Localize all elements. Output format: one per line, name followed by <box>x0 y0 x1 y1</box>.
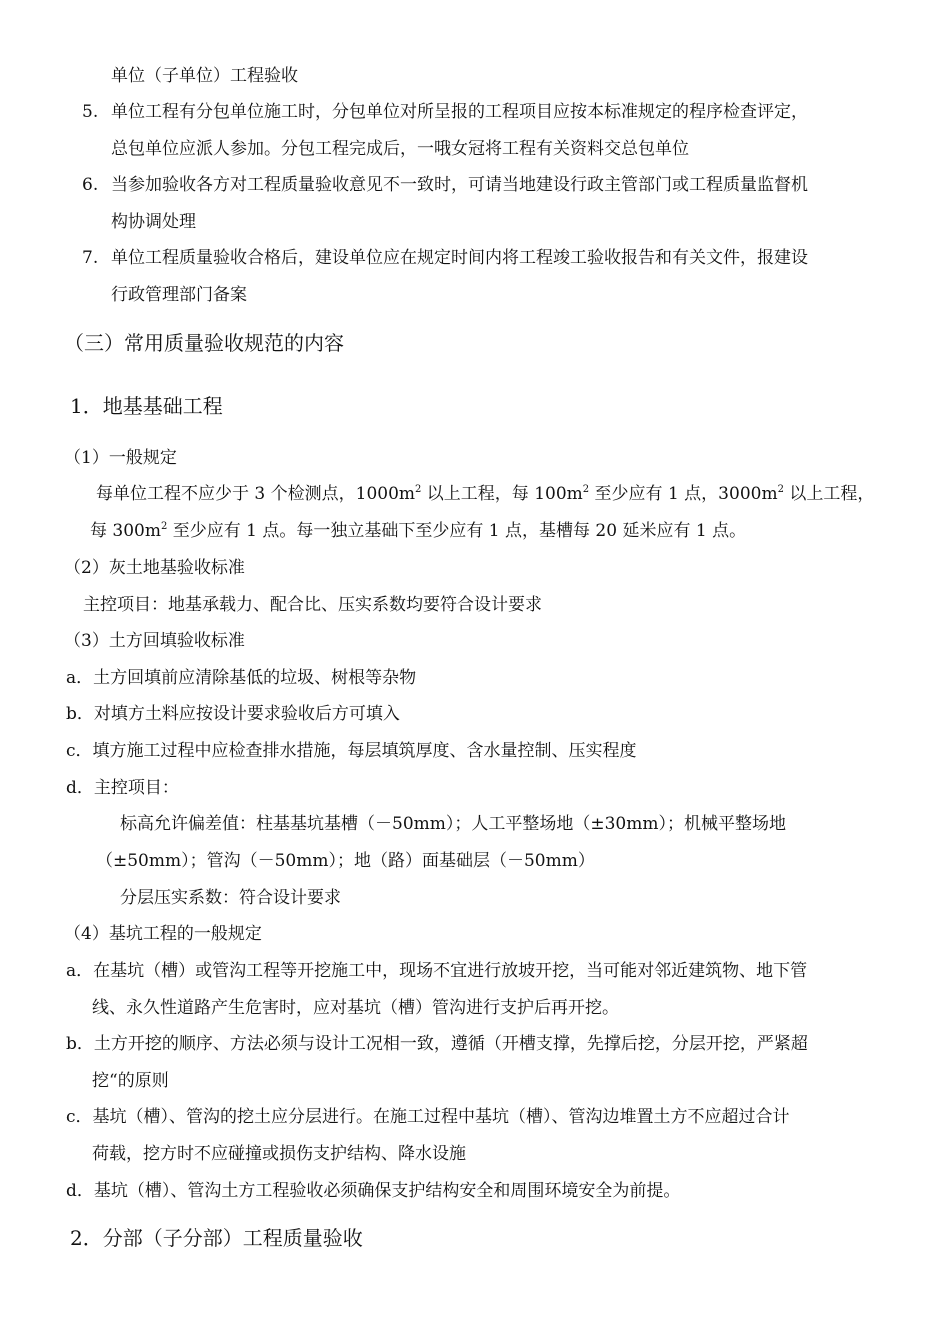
superscript: 2 <box>777 484 784 495</box>
pit-item-c-line-1: c．基坑（槽）、管沟的挖土应分层进行。在施工过程中基坑（槽）、管沟边堆置土方不应超过合计 <box>66 1107 790 1127</box>
backfill-tolerance-line-1: 标高允许偏差值：柱基基坑基槽（－50mm）；人工平整场地（±30mm）；机械平整场地 <box>120 814 786 834</box>
text-run: 至少应有 1 点。每一独立基础下至少应有 1 点，基槽每 20 延米应有 1 点。 <box>167 521 747 541</box>
backfill-item-a: a．土方回填前应清除基低的垃圾、树根等杂物 <box>66 668 417 688</box>
backfill-item-d: d．主控项目： <box>66 778 179 798</box>
list-number-7: 7. <box>82 248 99 268</box>
superscript: 2 <box>582 484 590 495</box>
list-number-6: 6. <box>82 175 99 195</box>
text-run: 每单位工程不应少于 3 个检测点，1000m <box>96 484 416 504</box>
section-heading: （三）常用质量验收规范的内容 <box>64 331 344 355</box>
pit-item-d: d．基坑（槽）、管沟土方工程验收必须确保支护结构安全和周围环境安全为前提。 <box>66 1181 681 1201</box>
backfill-item-c: c．填方施工过程中应检查排水措施，每层填筑厚度、含水量控制、压实程度 <box>66 741 637 761</box>
list-item-7-line-2: 行政管理部门备案 <box>111 285 247 305</box>
list-item-6-line-2: 构协调处理 <box>111 212 196 232</box>
lime-soil-body: 主控项目：地基承载力、配合比、压实系数均要符合设计要求 <box>83 595 542 615</box>
text-run: 每 300m <box>90 521 161 541</box>
pit-item-a-line-1: a．在基坑（槽）或管沟工程等开挖施工中，现场不宜进行放坡开挖，当可能对邻近建筑物、地下管 <box>66 961 808 981</box>
pit-item-b-line-2: 挖“的原则 <box>92 1071 169 1091</box>
list-number-5: 5. <box>82 102 99 122</box>
subsection-heading-1: 1．地基基础工程 <box>70 394 223 418</box>
list-item-6-line-1: 当参加验收各方对工程质量验收意见不一致时，可请当地建设行政主管部门或工程质量监督机 <box>111 175 808 195</box>
backfill-item-b: b．对填方土料应按设计要求验收后方可填入 <box>66 704 400 724</box>
general-rules-line-2 <box>90 519 746 543</box>
pit-item-a-line-2: 线、永久性道路产生危害时，应对基坑（槽）管沟进行支护后再开挖。 <box>92 998 619 1018</box>
text-run: 以上工程， <box>783 484 875 504</box>
list-item-4-continuation: 单位（子单位）工程验收 <box>111 66 298 86</box>
pit-item-b-line-1: b．土方开挖的顺序、方法必须与设计工况相一致，遵循（开槽支撑，先撑后挖，分层开挖，严紧超 <box>66 1034 808 1054</box>
list-item-7-line-1: 单位工程质量验收合格后，建设单位应在规定时间内将工程竣工验收报告和有关文件，报建设 <box>111 248 808 268</box>
superscript: 2 <box>160 521 168 532</box>
superscript: 2 <box>415 484 422 495</box>
subsection-heading-2: 2．分部（子分部）工程质量验收 <box>70 1226 363 1250</box>
backfill-title: （3）土方回填验收标准 <box>64 631 245 651</box>
general-rules-line-1 <box>96 482 874 506</box>
backfill-tolerance-line-2: （±50mm）；管沟（－50mm）；地（路）面基础层（－50mm） <box>96 851 595 871</box>
lime-soil-title: （2）灰土地基验收标准 <box>64 558 245 578</box>
pit-rules-title: （4）基坑工程的一般规定 <box>64 924 262 944</box>
list-item-5-line-1: 单位工程有分包单位施工时，分包单位对所呈报的工程项目应按本标准规定的程序检查评定， <box>111 102 808 122</box>
text-run: 以上工程，每 100m <box>421 484 583 504</box>
list-item-5-line-2: 总包单位应派人参加。分包工程完成后，一哦女冠将工程有关资料交总包单位 <box>111 139 689 159</box>
text-run: 至少应有 1 点，3000m <box>589 484 778 504</box>
general-rules-title: （1）一般规定 <box>64 448 177 468</box>
backfill-compaction: 分层压实系数：符合设计要求 <box>120 888 341 908</box>
pit-item-c-line-2: 荷载，挖方时不应碰撞或损伤支护结构、降水设施 <box>92 1144 466 1164</box>
